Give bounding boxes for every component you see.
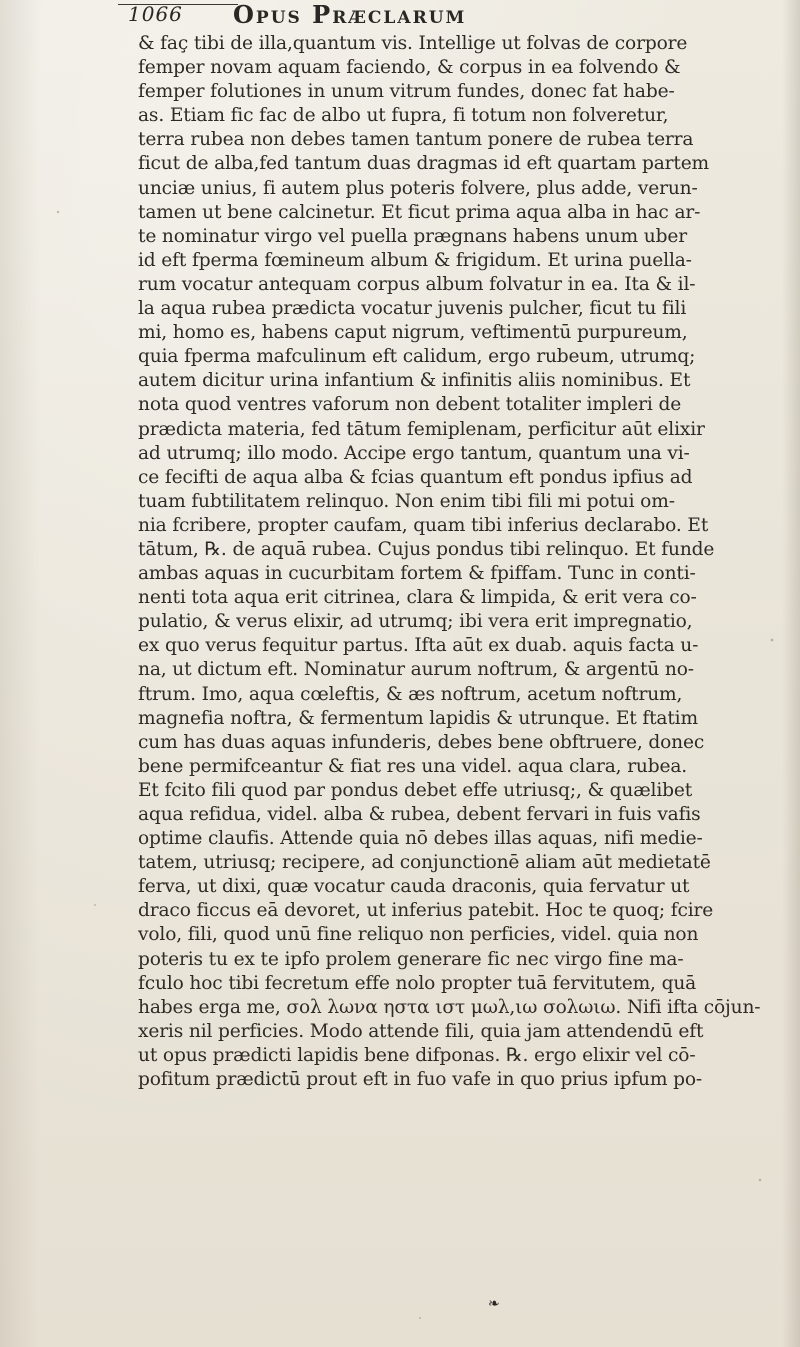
text-line: Et fcito fili quod par pondus debet effe utriusq;, & quælibet [138,779,693,801]
text-line: ad utrumq; illo modo. Accipe ergo tantum, quantum una vi- [138,442,690,464]
text-line: magnefia noftra, & fermentum lapidis & utrunque. Et ftatim [138,707,698,729]
text-line: ex quo verus fequitur partus. Ifta aūt ex duab. aquis facta u- [138,635,699,657]
text-line: tuam fubtilitatem relinquo. Non enim tibi fili mi potui om- [138,490,675,512]
text-line: nota quod ventres vaforum non debent totaliter impleri de [138,394,682,416]
text-line: femper novam aquam faciendo, & corpus in ea folvendo & [138,57,681,79]
text-line: & faç tibi de illa,quantum vis. Intellige ut folvas de corpore [138,33,688,54]
text-line: ftrum. Imo, aqua cœleftis, & æs noftrum, acetum noftrum, [138,683,683,705]
text-line: terra rubea non debes tamen tantum ponere de rubea terra [138,129,694,151]
text-line: ficut de alba,fed tantum duas dragmas id eft quartam partem [138,153,710,175]
text-line: femper folutiones in unum vitrum fundes, donec fat habe- [138,81,675,103]
text-line: draco ficcus eā devoret, ut inferius patebit. Hoc te quoq; fcire [138,900,714,922]
text-line: autem dicitur urina infantium & infinitis aliis nominibus. Et [138,370,691,392]
text-line: poteris tu ex te ipfo prolem generare fic nec virgo fine ma- [138,948,684,970]
text-line: pulatio, & verus elixir, ad utrumq; ibi vera erit impregnatio, [138,611,693,633]
text-line: pofitum prædictū prout eft in fuo vafe in quo prius ipfum po- [138,1069,703,1091]
text-line: optime claufis. Attende quia nō debes illas aquas, nifi medie- [138,828,703,850]
text-line: unciæ unius, fi autem plus poteris folvere, plus adde, verun- [138,177,698,199]
text-line: tātum, ℞. de aquā rubea. Cujus pondus tibi relinquo. Et funde [138,538,715,560]
text-line: volo, fili, quod unū fine reliquo non perficies, videl. quia non [138,924,699,946]
text-line: te nominatur virgo vel puella prægnans habens unum uber [138,225,687,247]
catchword-ornament: ❧ [488,1296,500,1312]
text-line: rum vocatur antequam corpus album folvatur in ea. Ita & il- [138,273,696,295]
running-head: Opus Præclarum [233,0,467,29]
text-line: habes erga me, σολ λωνα ηστα ιστ μωλ,ιω σολωιω. Nifi ifta cōjun- [138,996,761,1018]
text-line: aqua refidua, videl. alba & rubea, debent fervari in fuis vafis [138,804,701,825]
page-gutter-shadow [0,0,40,1347]
text-line: ferva, ut dixi, quæ vocatur cauda draconis, quia fervatur ut [138,876,690,898]
text-line: ce fecifti de aqua alba & fcias quantum eft pondus ipfius ad [138,466,693,488]
text-line: prædicta materia, fed tātum femiplenam, perficitur aūt elixir [138,418,705,440]
text-line: as. Etiam fic fac de albo ut fupra, fi totum non folveretur, [138,105,669,127]
text-line: ut opus prædicti lapidis bene difponas. ℞. ergo elixir vel cō- [138,1044,696,1066]
text-line: mi, homo es, habens caput nigrum, veftimentū purpureum, [138,322,688,344]
text-line: na, ut dictum eft. Nominatur aurum noftrum, & argentū no- [138,659,694,681]
text-line: tatem, utriusq; recipere, ad conjunctionē aliam aūt medietatē [138,852,711,874]
page-edge-shadow [782,0,800,1347]
text-line: xeris nil perficies. Modo attende fili, quia jam attendendū eft [138,1020,704,1042]
text-line: nenti tota aqua erit citrinea, clara & limpida, & erit vera co- [138,587,697,609]
text-line: id eft fperma fœmineum album & frigidum. Et urina puella- [138,249,692,271]
text-line: fculo hoc tibi fecretum effe nolo propter tuā fervitutem, quā [138,972,697,994]
text-line: tamen ut bene calcinetur. Et ficut prima aqua alba in hac ar- [138,201,701,223]
text-line: ambas aquas in cucurbitam fortem & fpiffam. Tunc in conti- [138,563,696,585]
text-line: la aqua rubea prædicta vocatur juvenis pulcher, ficut tu fili [138,298,687,320]
text-line: bene permifceantur & fiat res una videl. aqua clara, rubea. [138,755,688,777]
text-line: quia fperma mafculinum eft calidum, ergo rubeum, utrumq; [138,346,696,368]
text-line: nia fcribere, propter caufam, quam tibi inferius declarabo. Et [138,514,709,536]
page-header [118,0,758,30]
text-line: cum has duas aquas infunderis, debes bene obftruere, donec [138,731,705,753]
page-number: 1066 [128,2,183,26]
body-text [138,32,778,1092]
